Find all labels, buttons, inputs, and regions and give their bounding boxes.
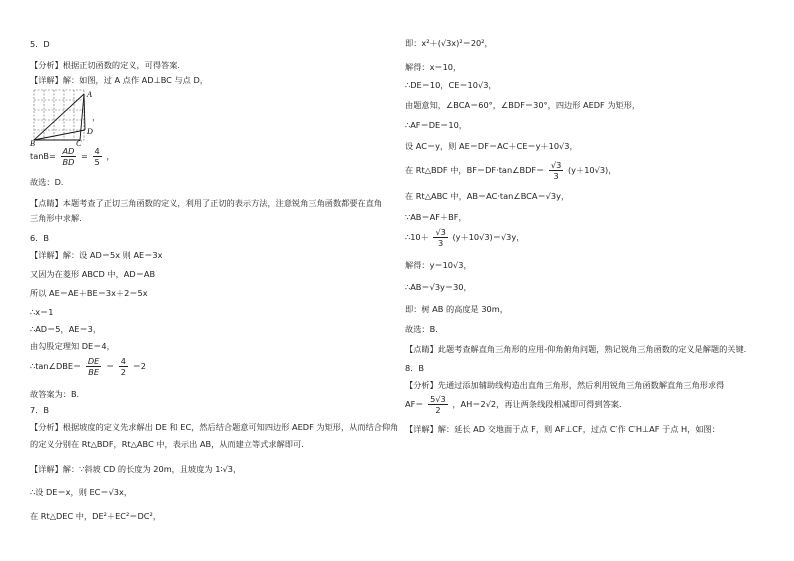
q5-tan-eq: = bbox=[81, 151, 88, 161]
r10-den: 3 bbox=[438, 238, 444, 248]
q5-tan-value bbox=[93, 146, 102, 167]
q5-tan-line bbox=[30, 146, 115, 167]
fig-label-b: B bbox=[30, 139, 35, 146]
q8-detail: 【详解】解：延长 AD 交地面于点 F，则 AF⊥CF，过点 C′作 C′H⊥AF 于点 H，如图： bbox=[405, 424, 720, 434]
q5-tan-fraction bbox=[61, 146, 77, 167]
q6-answer: 6．B bbox=[30, 233, 50, 243]
r-line-1: 即：x²＋(√3x)²＝20²， bbox=[405, 38, 493, 48]
q8-af-prefix: AF＝ bbox=[405, 399, 424, 409]
r-line-4: 由题意知，∠BCA＝60°，∠BDF＝30°，四边形 AEDF 为矩形， bbox=[405, 100, 641, 110]
r-line-14: 故选：B. bbox=[405, 324, 438, 334]
q6-line-6: 由勾股定理知 DE＝4， bbox=[30, 341, 115, 351]
q6-tan-line bbox=[30, 356, 146, 377]
q6-tan-val-den: 2 bbox=[120, 367, 126, 377]
q6-tan-tail: ＝2 bbox=[132, 361, 146, 371]
q6-tan-num: DE bbox=[87, 356, 100, 366]
r-line-15: 【点睛】此题考查解直角三角形的应用-仰角俯角问题，熟记锐角三角函数的定义是解题的关键. bbox=[405, 344, 747, 354]
q5-comment-2: 三角形中求解. bbox=[30, 213, 82, 223]
fig-label-d: D bbox=[87, 127, 93, 136]
q7-detail-2: ∴设 DE＝x，则 EC＝√3x， bbox=[30, 487, 133, 497]
r7-den: 3 bbox=[553, 171, 559, 181]
q5-tan-val-den: 5 bbox=[94, 157, 100, 167]
fig-comma: ， bbox=[92, 112, 101, 122]
q5-detail-intro: 【详解】解：如图，过 A 点作 AD⊥BC 与点 D， bbox=[30, 75, 208, 85]
r7-fraction bbox=[549, 160, 563, 181]
q5-tan-prefix: tanB= bbox=[30, 151, 56, 161]
q6-tan-val-num: 4 bbox=[120, 356, 126, 366]
r10-num: √3 bbox=[435, 227, 446, 237]
q7-detail-3: 在 Rt△DEC 中，DE²＋EC²＝DC²， bbox=[30, 511, 161, 521]
q7-analysis-2: 的定义分别在 Rt△BDF，Rt△ABC 中，表示出 AB，从而建立等式求解即可. bbox=[30, 439, 304, 449]
q6-tan-value bbox=[119, 356, 128, 377]
q7-answer: 7．B bbox=[30, 405, 50, 415]
r-line-10 bbox=[405, 227, 524, 248]
q5-comment-1: 【点睛】本题考查了正切三角函数的定义，利用了正切的表示方法，注意锐角三角函数都要在直角 bbox=[30, 198, 383, 208]
q6-line-8: 故答案为：B. bbox=[30, 389, 80, 399]
q5-tan-den: BD bbox=[62, 157, 75, 167]
r-line-6: 设 AC＝y，则 AE＝DF＝AC＋CE＝y＋10√3， bbox=[405, 141, 578, 151]
r-line-8: 在 Rt△ABC 中，AB＝AC·tan∠BCA＝√3y， bbox=[405, 191, 570, 201]
r-line-13: 即：树 AB 的高度是 30m， bbox=[405, 304, 508, 314]
r10-tail: (y＋10√3)＝√3y， bbox=[452, 232, 525, 242]
q8-answer: 8．B bbox=[405, 363, 425, 373]
r10-prefix: ∴10＋ bbox=[405, 232, 429, 242]
r-line-3: ∴DE＝10，CE＝10√3， bbox=[405, 80, 497, 90]
q6-line-2: 又因为在菱形 ABCD 中，AD＝AB bbox=[30, 269, 156, 279]
q8-af-tail: ，AH＝2√2，再让两条线段相减即可得到答案. bbox=[452, 399, 622, 409]
r7-tail: (y＋10√3)， bbox=[567, 165, 617, 175]
r-line-12: ∴AB＝√3y＝30， bbox=[405, 282, 472, 292]
q8-analysis-1: 【分析】先通过添加辅助线构造出直角三角形，然后利用锐角三角函数解直角三角形求得 bbox=[405, 380, 725, 390]
q5-analysis: 【分析】根据正切函数的定义，可得答案. bbox=[30, 60, 180, 70]
q6-tan-fraction bbox=[86, 356, 101, 377]
q5-tan-suffix: ， bbox=[106, 151, 115, 161]
r-line-9: ∵AB＝AF＋BF， bbox=[405, 212, 467, 222]
fig-label-c: C bbox=[76, 139, 82, 146]
q8-af-num: 5√3 bbox=[430, 394, 446, 404]
q6-line-4: ∴x＝1 bbox=[30, 307, 54, 317]
q6-line-5: ∴AD＝5，AE＝3， bbox=[30, 324, 102, 334]
q5-conclusion: 故选：D. bbox=[30, 177, 64, 187]
q5-tan-val-num: 4 bbox=[94, 146, 100, 156]
r7-prefix: 在 Rt△BDF 中，BF＝DF·tan∠BDF＝ bbox=[405, 165, 545, 175]
q7-detail-1: 【详解】解：∵斜坡 CD 的长度为 20m，且坡度为 1∶√3， bbox=[30, 464, 242, 474]
q6-tan-prefix: ∴tan∠DBE＝ bbox=[30, 361, 82, 371]
r-line-7 bbox=[405, 160, 616, 181]
q8-af-den: 2 bbox=[435, 405, 441, 415]
q7-analysis-1: 【分析】根据坡度的定义先求解出 DE 和 EC，然后结合题意可知四边形 AEDF 为矩形，从而结合仰角 bbox=[30, 422, 399, 432]
r-line-11: 解得：y＝10√3， bbox=[405, 260, 472, 270]
q6-line-3: 所以 AE＝AE＋BE＝3x＋2＝5x bbox=[30, 288, 148, 298]
q5-answer: 5．D bbox=[30, 39, 50, 49]
r-line-2: 解得：x＝10， bbox=[405, 62, 462, 72]
r-line-5: ∴AF＝DE＝10， bbox=[405, 120, 467, 130]
q6-line-1: 【详解】解：设 AD＝5x 则 AE＝3x bbox=[30, 250, 163, 260]
q6-tan-den: BE bbox=[88, 367, 99, 377]
fig-label-a: A bbox=[87, 90, 92, 99]
q6-tan-eq: ＝ bbox=[105, 361, 115, 371]
r10-fraction bbox=[433, 227, 447, 248]
q8-af-fraction bbox=[428, 394, 448, 415]
q5-tan-num: AD bbox=[61, 146, 77, 157]
r7-num: √3 bbox=[550, 160, 562, 170]
q8-af-line bbox=[405, 394, 622, 415]
